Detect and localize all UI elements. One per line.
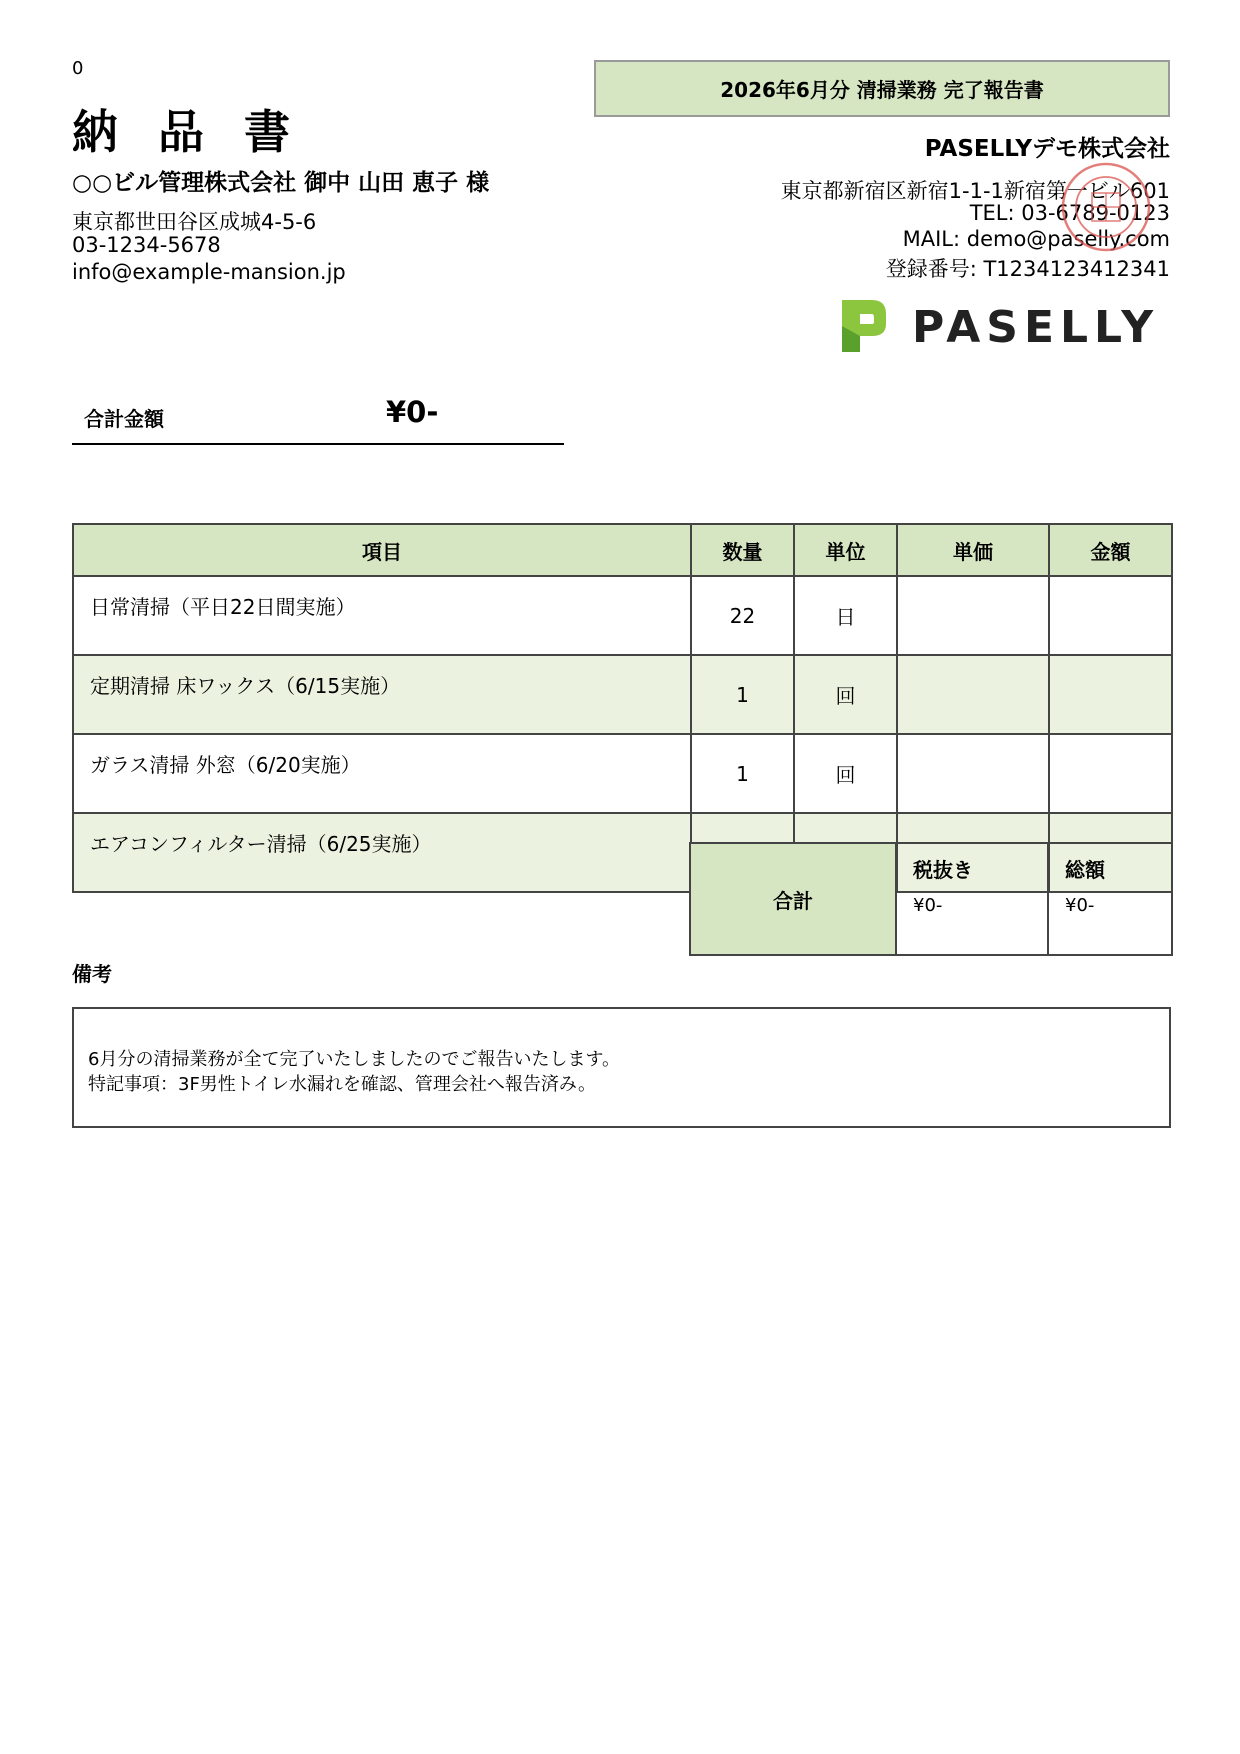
company-name: PASELLYデモ株式会社: [924, 136, 1170, 162]
logo-wordmark: PASELLY: [912, 302, 1160, 353]
summary-table: [689, 842, 1173, 956]
table-row: [73, 655, 1172, 734]
remarks-label: 備考: [72, 962, 112, 986]
item-amount: [1049, 576, 1172, 655]
company-registration: 登録番号: T1234123412341: [885, 257, 1170, 281]
item-amount: [1049, 655, 1172, 734]
item-quantity: 22: [691, 576, 794, 655]
company-seal-stamp: [1060, 161, 1152, 253]
item-name: エアコンフィルター清掃（6/25実施）: [73, 813, 691, 892]
item-unit-price: [897, 655, 1049, 734]
client-address: 東京都世田谷区成城4-5-6: [72, 210, 317, 234]
page-number: 0: [72, 58, 84, 79]
remarks-box: [72, 1007, 1171, 1128]
column-header-amount: 金額: [1049, 524, 1172, 576]
item-name: 定期清掃 床ワックス（6/15実施）: [73, 655, 691, 734]
client-phone: 03-1234-5678: [72, 233, 221, 257]
total-amount-label: 合計金額: [84, 407, 164, 431]
item-quantity: 1: [691, 734, 794, 813]
company-address: 東京都新宿区新宿1-1-1新宿第一ビル601: [780, 179, 1170, 203]
column-header-item: 項目: [73, 524, 691, 576]
remarks-line-1: 6月分の清掃業務が全て完了いたしましたのでご報告いたします。: [88, 1049, 621, 1070]
item-unit-price: [897, 576, 1049, 655]
item-unit-price: [897, 734, 1049, 813]
table-header-row: [73, 524, 1172, 576]
column-header-unit-price: 単価: [897, 524, 1049, 576]
client-name: ○○ビル管理株式会社 御中 山田 恵子 様: [72, 170, 490, 196]
item-quantity: 1: [691, 655, 794, 734]
company-tel: TEL: 03-6789-0123: [969, 201, 1170, 225]
report-title-box: [594, 60, 1170, 117]
subtotal-value: ¥0-: [913, 895, 943, 916]
report-title: 2026年6月分 清掃業務 完了報告書: [720, 78, 1044, 102]
grand-total-cell: [1048, 843, 1172, 955]
item-name: ガラス清掃 外窓（6/20実施）: [73, 734, 691, 813]
summary-label: 合計: [690, 843, 896, 955]
table-row: [73, 576, 1172, 655]
remarks-line-2: 特記事項：3F男性トイレ水漏れを確認、管理会社へ報告済み。: [88, 1074, 596, 1095]
client-email: info@example-mansion.jp: [72, 260, 346, 284]
item-unit: 回: [794, 734, 897, 813]
item-unit: 回: [794, 655, 897, 734]
grand-total-value: ¥0-: [1065, 895, 1095, 916]
subtotal-label: 税抜き: [913, 858, 973, 882]
subtotal-cell: [896, 843, 1048, 955]
paselly-logo: [838, 296, 1172, 356]
column-header-quantity: 数量: [691, 524, 794, 576]
company-mail: MAIL: demo@paselly.com: [902, 227, 1170, 251]
item-amount: [1049, 734, 1172, 813]
grand-total-label: 総額: [1065, 858, 1105, 882]
column-header-unit: 単位: [794, 524, 897, 576]
total-amount-value: ¥0-: [386, 395, 439, 429]
item-unit: 日: [794, 576, 897, 655]
document-title: 納品書: [72, 105, 330, 159]
table-row: [73, 734, 1172, 813]
item-name: 日常清掃（平日22日間実施）: [73, 576, 691, 655]
items-table: [72, 523, 1173, 893]
total-amount-row: [72, 395, 564, 445]
